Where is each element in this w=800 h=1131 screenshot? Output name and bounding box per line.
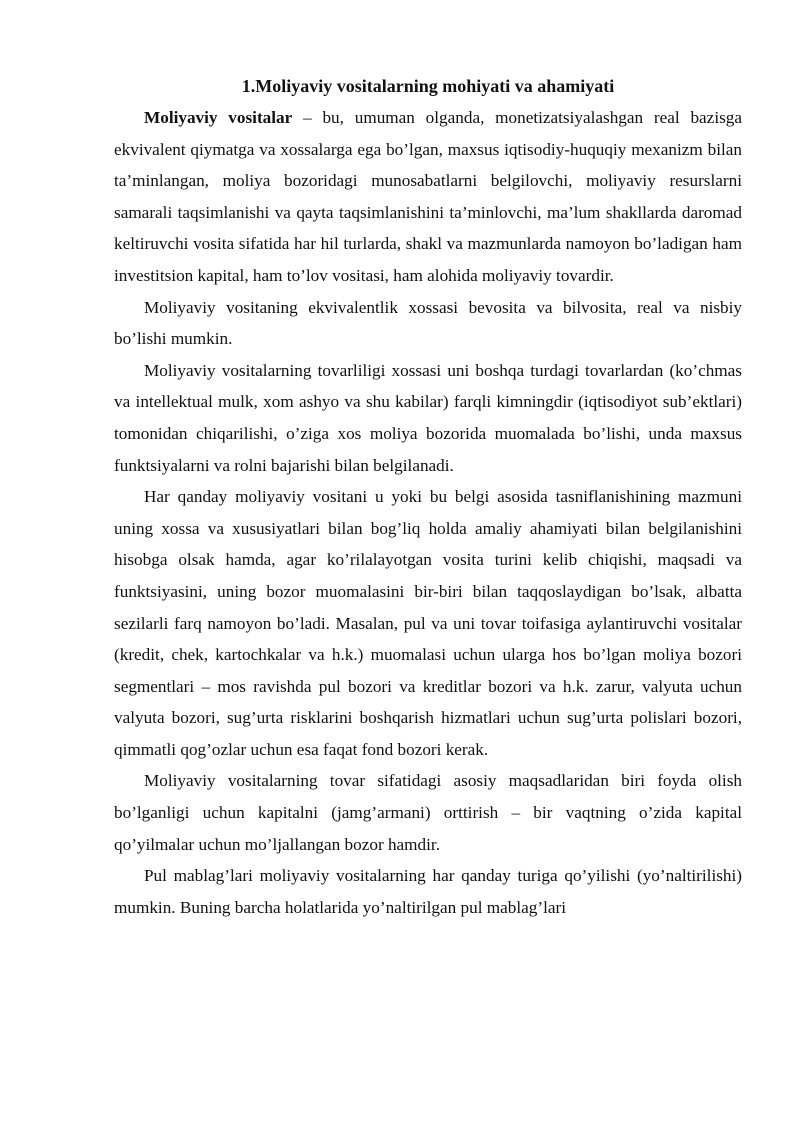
paragraph-1-text: – bu, umuman olganda, monetizatsiyalashgan real bazisga ekvivalent qiymatga va xossalarga ega bo’lgan, maxsus iqtisodiy-huquqiy mexanizm bilan ta’minlangan, moliya bozoridagi munosabatlarni belgilovchi, moliyaviy resurslarni samarali taqsimlanishi va qayta taqsimlanishini ta’minlovchi, ma’lum shakllarda daromad keltiruvchi vosita sifatida har hil turlarda, shakl va mazmunlarda namoyon bo’ladigan ham investitsion kapital, ham to’lov vositasi, ham alohida moliyaviy tovardir.: [114, 108, 742, 285]
document-title: 1.Moliyaviy vositalarning mohiyati va ahamiyati: [241, 76, 615, 96]
paragraph-3: [114, 355, 742, 481]
paragraph-2: [114, 292, 742, 355]
paragraph-4: [114, 481, 742, 765]
paragraph-6-text: Pul mablag’lari moliyaviy vositalarning har qanday turiga qo’yilishi (yo’naltirilishi) mumkin. Buning barcha holatlarida yo’naltirilgan pul mablag’lari: [114, 866, 742, 917]
paragraph-3-text: Moliyaviy vositalarning tovarliligi xossasi uni boshqa turdagi tovarlardan (ko’chmas va intellektual mulk, xom ashyo va shu kabilar) farqli kimningdir (iqtisodiyot sub’ektlari) tomonidan chiqarilishi, o’ziga xos moliya bozorida muomalada bo’lishi, unda maxsus funktsiyalarni va rolni bajarishi bilan belgilanadi.: [114, 360, 742, 475]
paragraph-2-text: Moliyaviy vositaning ekvivalentlik xossasi bevosita va bilvosita, real va nisbiy bo’lishi mumkin.: [114, 297, 742, 349]
document-page: [114, 74, 742, 923]
paragraph-6: [114, 860, 742, 923]
paragraph-1: [114, 102, 742, 292]
paragraph-5: [114, 765, 742, 860]
paragraph-5-text: Moliyaviy vositalarning tovar sifatidagi asosiy maqsadlaridan biri foyda olish bo’lganligi uchun kapitalni (jamg’armani) orttirish – bir vaqtning o’zida kapital qo’yilmalar uchun mo’ljallangan bozor hamdir.: [114, 771, 742, 854]
paragraph-4-text: Har qanday moliyaviy vositani u yoki bu belgi asosida tasniflanishining mazmuni uning xossa va xususiyatlari bilan bog’liq holda amaliy ahamiyati bilan belgilanishini hisobga olsak hamda, agar ko’rilalayotgan vosita turini kelib chiqishi, maqsadi va funktsiyasini, uning bozor muomalasini bir-biri bilan taqqoslaydigan bo’lsak, albatta sezilarli farq namoyon bo’ladi. Masalan, pul va uni tovar toifasiga aylantiruvchi vositalar (kredit, chek, kartochkalar va h.k.) muomalasi uchun ularga hos bo’lgan moliya bozori segmentlari – mos ravishda pul bozori va kreditlar bozori va h.k. zarur, valyuta uchun valyuta bozori, sug’urta risklarini boshqarish hizmatlari uchun sug’urta polislari bozori, qimmatli qog’ozlar uchun esa faqat fond bozori kerak.: [114, 487, 742, 759]
paragraph-1-lead-term: Moliyaviy vositalar: [144, 108, 293, 127]
